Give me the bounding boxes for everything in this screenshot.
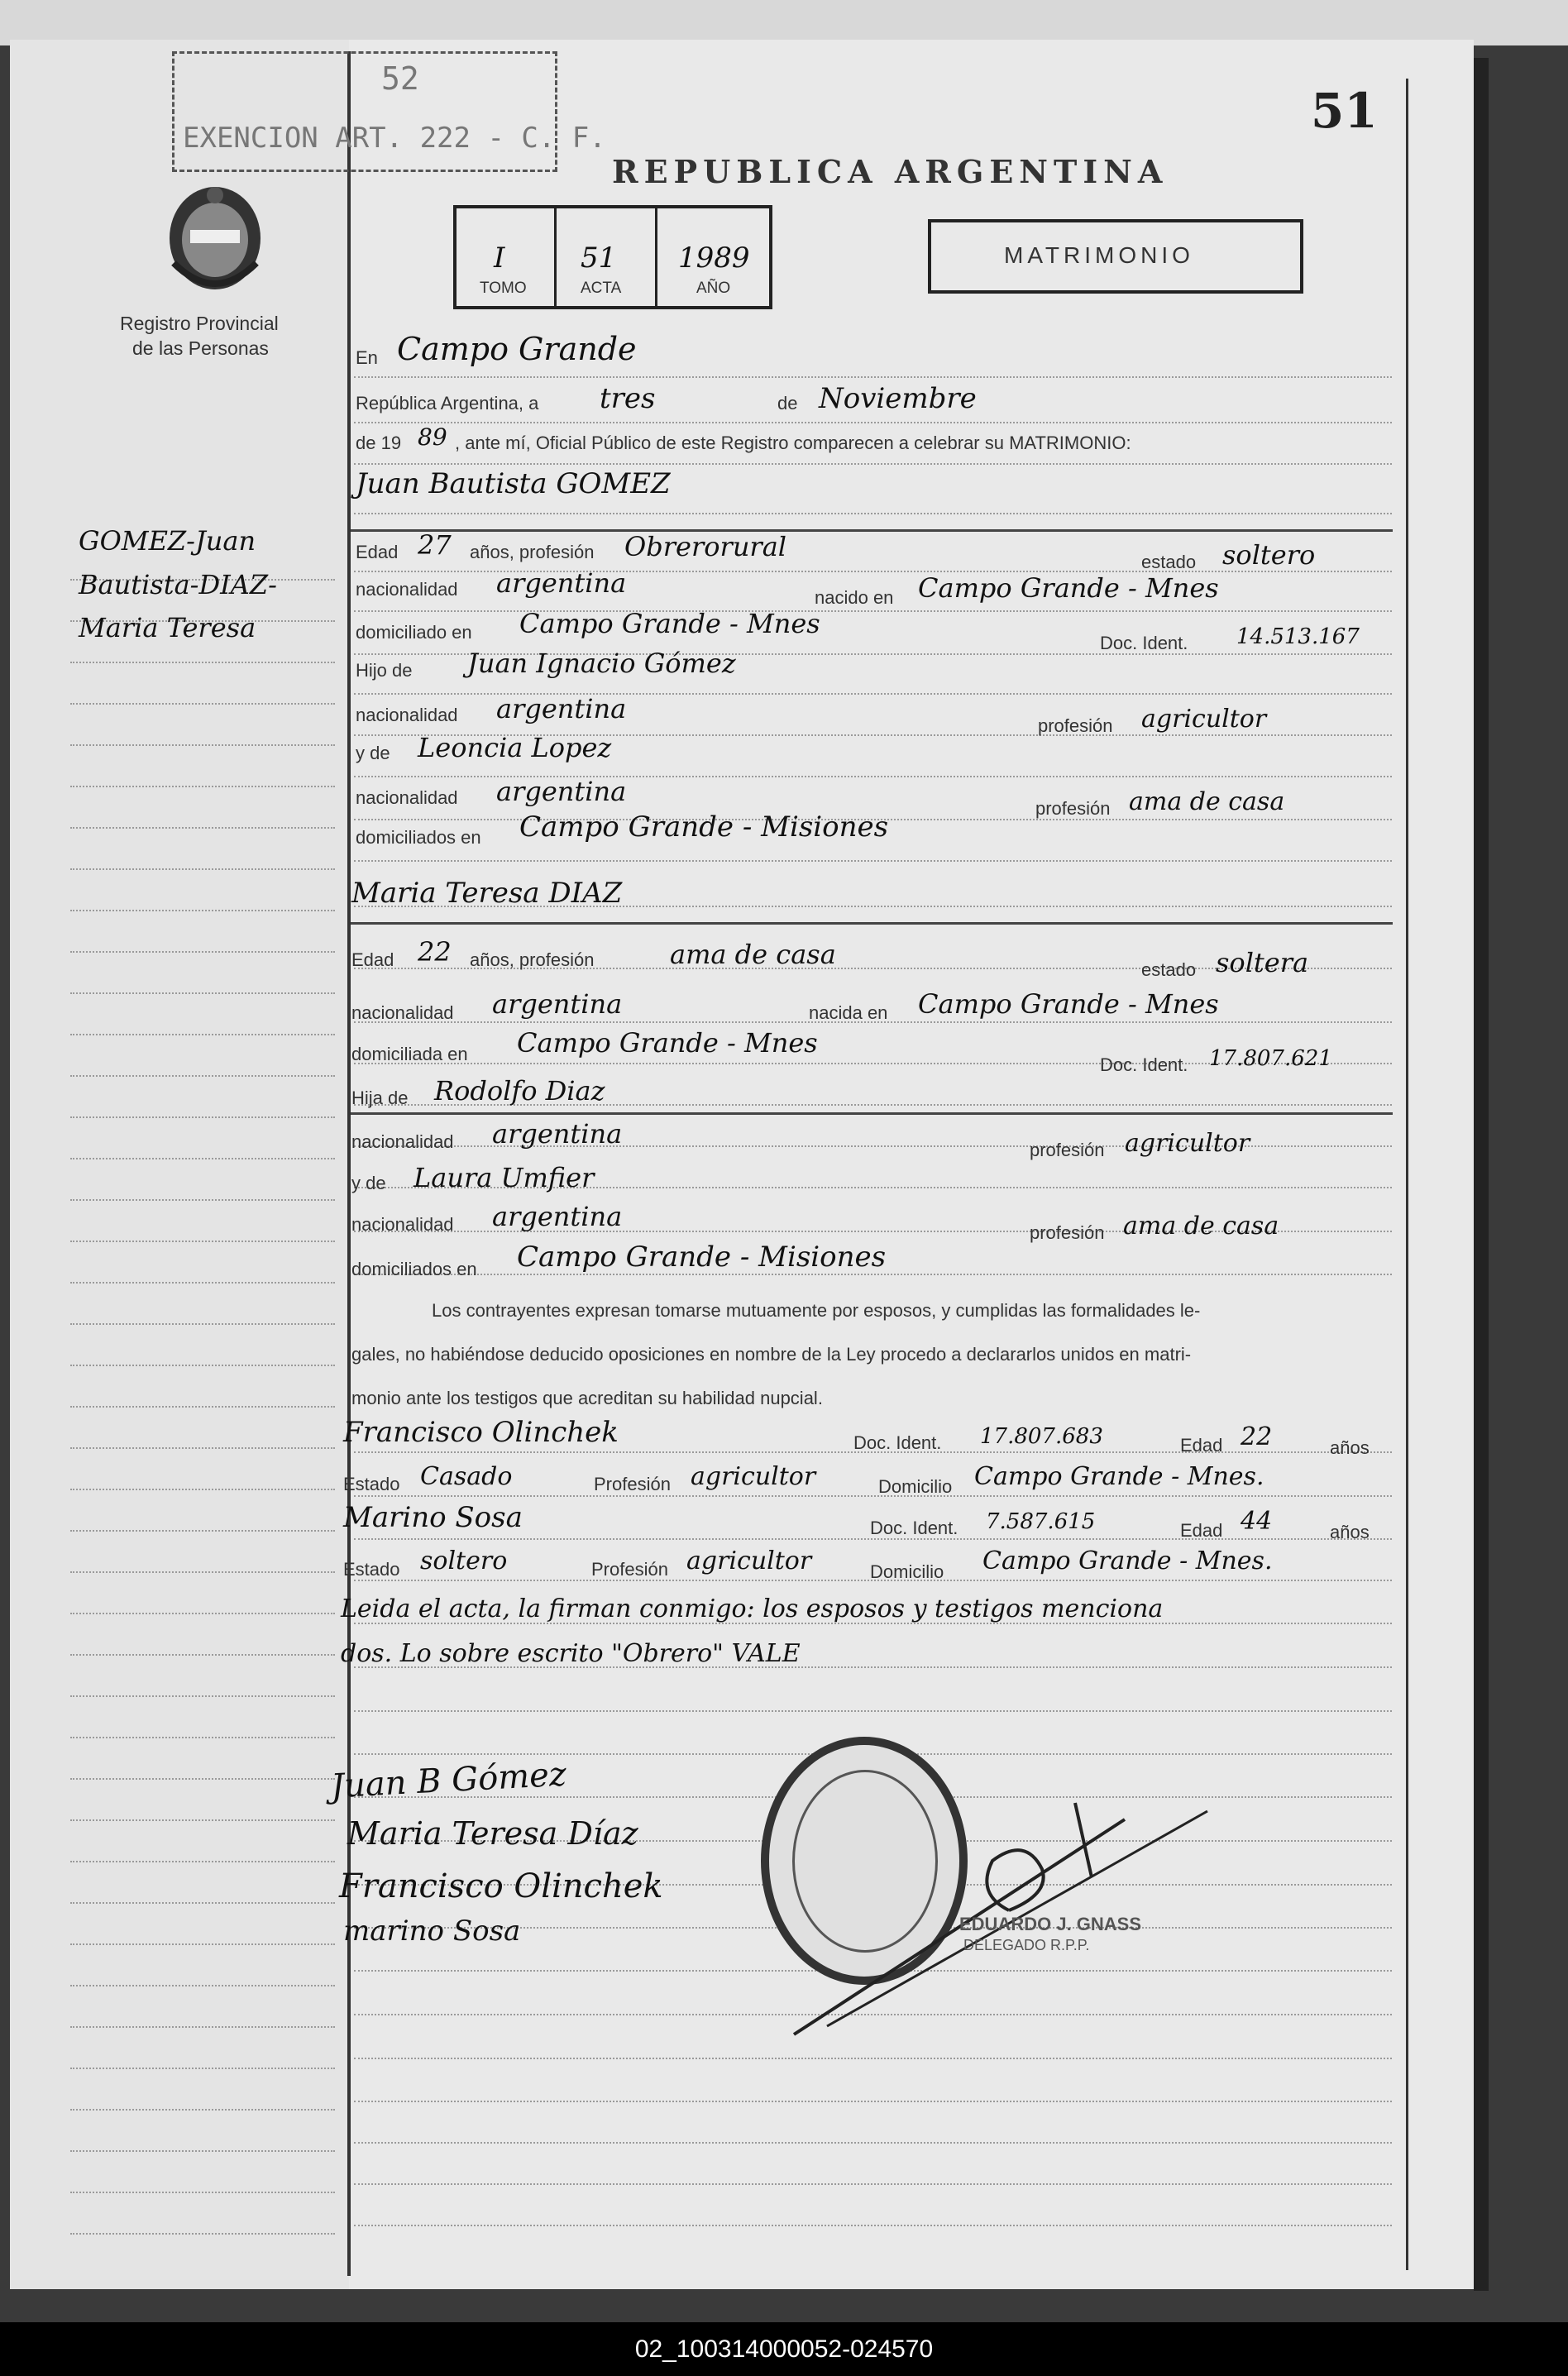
ruled-line: [354, 2142, 1392, 2144]
margin-ruled-line: [70, 992, 335, 994]
groom-yde-label: y de: [356, 743, 390, 763]
bride-hija-label: Hija de: [351, 1088, 409, 1108]
bride-estado: soltera: [1216, 947, 1309, 978]
ruled-line: [354, 860, 1392, 862]
margin-ruled-line: [70, 1778, 335, 1780]
bride-padre-nac-label: nacionalidad: [351, 1131, 454, 1152]
witness2-domicilio: Campo Grande - Mnes.: [982, 1547, 1273, 1575]
margin-ruled-line: [70, 1282, 335, 1284]
page-edge-shadow: [1474, 58, 1489, 2291]
groom-nacionalidad-label: nacionalidad: [356, 579, 458, 600]
margin-ruled-line: [70, 1199, 335, 1201]
bride-doc-label: Doc. Ident.: [1100, 1054, 1188, 1075]
margin-ruled-line: [70, 1116, 335, 1118]
intro-month: Noviembre: [819, 382, 977, 415]
bride-madre-prof: ama de casa: [1123, 1212, 1279, 1241]
witness2-doc: 7.587.615: [986, 1509, 1096, 1534]
groom-nacido: Campo Grande - Mnes: [918, 572, 1219, 604]
witness2-edad: 44: [1241, 1507, 1273, 1536]
margin-ruled-line: [70, 1654, 335, 1656]
margin-ruled-line: [70, 786, 335, 787]
bride-doc: 17.807.621: [1209, 1046, 1332, 1071]
margin-ruled-line: [70, 703, 335, 705]
ruled-line: [354, 376, 1392, 378]
record-type-box: [928, 219, 1303, 294]
witness1-profesion: agricultor: [691, 1462, 816, 1491]
year-prefix: de 19: [356, 433, 402, 453]
margin-ruled-line: [70, 1819, 335, 1821]
signature-witness1: Francisco Olinchek: [339, 1867, 663, 1905]
margin-ruled-line: [70, 1861, 335, 1862]
groom-madre-prof: ama de casa: [1129, 787, 1285, 816]
groom-doc: 14.513.167: [1236, 624, 1360, 649]
witness1-edad: 22: [1241, 1422, 1273, 1451]
ruled-line: [354, 2225, 1392, 2226]
bride-padre-prof: agricultor: [1125, 1129, 1250, 1158]
record-type: MATRIMONIO: [1004, 242, 1194, 268]
groom-padre: Juan Ignacio Gómez: [467, 648, 736, 679]
republica-label: República Argentina, a: [356, 393, 539, 414]
ruled-line: [354, 1710, 1392, 1712]
margin-ruled-line: [70, 1943, 335, 1945]
bride-madre-nac-label: nacionalidad: [351, 1214, 454, 1235]
margin-ruled-line: [70, 1902, 335, 1904]
margin-note-line3: Maria Teresa: [79, 612, 256, 643]
bride-nacida-label: nacida en: [809, 1002, 888, 1023]
bride-profesion: ama de casa: [670, 939, 836, 970]
top-scan-strip: [0, 0, 1568, 45]
ano-label: AÑO: [696, 280, 731, 297]
margin-ruled-line: [70, 2150, 335, 2152]
acta-label: ACTA: [581, 280, 622, 297]
stamp-text: EXENCION ART. 222 - C. F.: [183, 122, 606, 155]
groom-madre-nac: argentina: [496, 776, 627, 807]
ruled-line: [354, 422, 1392, 423]
bride-name: Maria Teresa DIAZ: [351, 877, 623, 910]
margin-note-line1: GOMEZ-Juan: [79, 525, 256, 557]
groom-madre: Leoncia Lopez: [418, 732, 612, 763]
margin-ruled-line: [70, 1075, 335, 1077]
groom-padre-nac-label: nacionalidad: [356, 705, 458, 725]
right-border: [1406, 79, 1408, 2270]
bride-section-top: [351, 922, 1393, 925]
closing-note-line1: Leida el acta, la firman conmigo: los esposos y testigos menciona: [341, 1594, 1164, 1623]
margin-ruled-line: [70, 1241, 335, 1242]
footer-id: 02_100314000052-024570: [0, 2322, 1568, 2376]
registry-name-line1: Registro Provincial: [120, 313, 279, 334]
bride-domiciliada-label: domiciliada en: [351, 1044, 468, 1064]
bride-edad: 22: [418, 936, 452, 968]
witness1-domicilio: Campo Grande - Mnes.: [974, 1462, 1264, 1491]
en-label: En: [356, 347, 378, 368]
margin-ruled-line: [70, 1695, 335, 1697]
ruled-line: [354, 1495, 1392, 1497]
bride-madre: Laura Umfier: [414, 1162, 595, 1193]
groom-madre-prof-label: profesión: [1035, 798, 1111, 819]
ruled-line: [354, 2183, 1392, 2185]
margin-ruled-line: [70, 1985, 335, 1986]
groom-madre-nac-label: nacionalidad: [356, 787, 458, 808]
groom-nacido-label: nacido en: [815, 587, 894, 608]
groom-estado-label: estado: [1141, 552, 1197, 572]
bride-yde-label: y de: [351, 1173, 386, 1193]
signature-witness2: marino Sosa: [343, 1915, 521, 1948]
margin-ruled-line: [70, 2109, 335, 2111]
bride-nacionalidad-label: nacionalidad: [351, 1002, 454, 1023]
groom-section-top: [351, 529, 1393, 532]
bride-padre-prof-label: profesión: [1030, 1140, 1105, 1160]
witness2-anos-label: años: [1330, 1522, 1370, 1542]
intro-place: Campo Grande: [397, 331, 637, 367]
groom-edad-label: Edad: [356, 542, 399, 562]
closing-note-line2: dos. Lo sobre escrito "Obrero" VALE: [341, 1639, 801, 1668]
official-stamp: EDUARDO J. GNASS: [959, 1914, 1142, 1934]
ruled-line: [354, 513, 1392, 514]
witness1-edad-label: Edad: [1180, 1435, 1223, 1456]
signature-bride: Maria Teresa Díaz: [347, 1815, 638, 1852]
bride-padre: Rodolfo Diaz: [434, 1075, 605, 1107]
witness2-profesion-label: Profesión: [591, 1559, 668, 1580]
groom-edad: 27: [418, 529, 452, 561]
groom-domiciliados-label: domiciliados en: [356, 827, 481, 848]
margin-ruled-line: [70, 1447, 335, 1449]
tomo-label: TOMO: [480, 280, 527, 297]
declaration-line2: gales, no habiéndose deducido oposiciones en nombre de la Ley procedo a declararlos unidos en matri-: [351, 1344, 1192, 1365]
intro-day: tres: [600, 382, 656, 415]
exemption-stamp: [172, 51, 606, 172]
declaration-line3: monio ante los testigos que acreditan su habilidad nupcial.: [351, 1388, 823, 1408]
bride-padre-nac: argentina: [492, 1118, 623, 1150]
witness1-domicilio-label: Domicilio: [878, 1476, 953, 1497]
intro-year: 89: [418, 423, 447, 451]
declaration-line1: Los contrayentes expresan tomarse mutuamente por esposos, y cumplidas las formalidades le-: [432, 1300, 1201, 1321]
ano-value: 1989: [678, 241, 750, 275]
margin-ruled-line: [70, 1571, 335, 1573]
margin-ruled-line: [70, 744, 335, 746]
ruled-line: [354, 463, 1392, 465]
bride-edad-label: Edad: [351, 949, 394, 970]
intro-statement: , ante mí, Oficial Público de este Registro comparecen a celebrar su MATRIMONIO:: [455, 433, 1131, 453]
margin-ruled-line: [70, 910, 335, 911]
groom-nacionalidad: argentina: [496, 567, 627, 599]
ruled-line: [354, 610, 1392, 612]
stamp-number: 52: [381, 60, 419, 97]
witness2-name: Marino Sosa: [343, 1501, 523, 1534]
witness2-estado-label: Estado: [343, 1559, 400, 1580]
witness2-doc-label: Doc. Ident.: [870, 1518, 958, 1538]
groom-hijo-label: Hijo de: [356, 660, 413, 681]
bride-domiciliados: Campo Grande - Misiones: [517, 1241, 887, 1274]
bride-madre-nac: argentina: [492, 1201, 623, 1232]
groom-domiciliados: Campo Grande - Misiones: [519, 810, 889, 844]
bride-nacionalidad: argentina: [492, 988, 623, 1020]
margin-ruled-line: [70, 1737, 335, 1738]
witness1-anos-label: años: [1330, 1437, 1370, 1458]
groom-name: Juan Bautista GOMEZ: [356, 467, 671, 500]
official-title: DELEGADO R.P.P.: [963, 1937, 1090, 1953]
groom-doc-label: Doc. Ident.: [1100, 633, 1188, 653]
groom-domicilio: Campo Grande - Mnes: [519, 608, 820, 639]
groom-domiciliado-label: domiciliado en: [356, 622, 472, 643]
margin-ruled-line: [70, 2233, 335, 2235]
witness1-name: Francisco Olinchek: [343, 1416, 619, 1449]
ruled-line: [354, 2058, 1392, 2059]
bride-madre-prof-label: profesión: [1030, 1222, 1105, 1243]
margin-ruled-line: [70, 1406, 335, 1408]
witness1-doc: 17.807.683: [980, 1424, 1103, 1449]
bride-section-bottom: [351, 1112, 1393, 1115]
witness2-edad-label: Edad: [1180, 1520, 1223, 1541]
margin-ruled-line: [70, 951, 335, 953]
bride-estado-label: estado: [1141, 959, 1197, 980]
bride-domicilio: Campo Grande - Mnes: [517, 1027, 818, 1059]
ruled-line: [354, 1274, 1392, 1275]
country-title: REPUBLICA ARGENTINA: [612, 153, 1169, 190]
margin-note-line2: Bautista-DIAZ-: [79, 569, 277, 600]
witness2-domicilio-label: Domicilio: [870, 1561, 944, 1582]
margin-ruled-line: [70, 827, 335, 829]
margin-ruled-line: [70, 662, 335, 663]
margin-ruled-line: [70, 868, 335, 870]
witness1-doc-label: Doc. Ident.: [853, 1432, 942, 1453]
left-margin-column: [10, 40, 349, 2289]
margin-ruled-line: [70, 1530, 335, 1532]
groom-padre-prof: agricultor: [1141, 705, 1267, 734]
margin-ruled-line: [70, 2026, 335, 2028]
margin-ruled-line: [70, 2068, 335, 2069]
bride-anos-profesion-label: años, profesión: [470, 949, 595, 970]
witness1-profesion-label: Profesión: [594, 1474, 671, 1494]
witness2-profesion: agricultor: [686, 1547, 812, 1575]
acta-value: 51: [581, 241, 617, 275]
groom-profesion: Obrerorural: [624, 531, 787, 562]
bride-domiciliados-label: domiciliados en: [351, 1259, 477, 1279]
groom-anos-profesion-label: años, profesión: [470, 542, 595, 562]
groom-padre-nac: argentina: [496, 693, 627, 724]
registry-name-line2: de las Personas: [132, 337, 269, 359]
margin-ruled-line: [70, 1034, 335, 1035]
tomo-value: I: [494, 241, 505, 275]
margin-ruled-line: [70, 1365, 335, 1366]
ruled-line: [354, 2101, 1392, 2102]
de-label: de: [777, 393, 798, 414]
groom-estado: soltero: [1222, 539, 1316, 571]
coat-of-arms-icon: [161, 180, 269, 300]
bride-nacida: Campo Grande - Mnes: [918, 988, 1219, 1020]
margin-ruled-line: [70, 1613, 335, 1614]
witness1-estado: Casado: [420, 1462, 513, 1491]
margin-ruled-line: [70, 1323, 335, 1325]
margin-ruled-line: [70, 1158, 335, 1159]
page-number: 51: [1311, 83, 1378, 139]
margin-ruled-line: [70, 1489, 335, 1490]
groom-padre-prof-label: profesión: [1038, 715, 1113, 736]
witness1-estado-label: Estado: [343, 1474, 400, 1494]
margin-ruled-line: [70, 2192, 335, 2193]
signature-groom: Juan B Gómez: [329, 1755, 567, 1806]
record-box: [453, 205, 772, 309]
witness2-estado: soltero: [420, 1547, 508, 1575]
